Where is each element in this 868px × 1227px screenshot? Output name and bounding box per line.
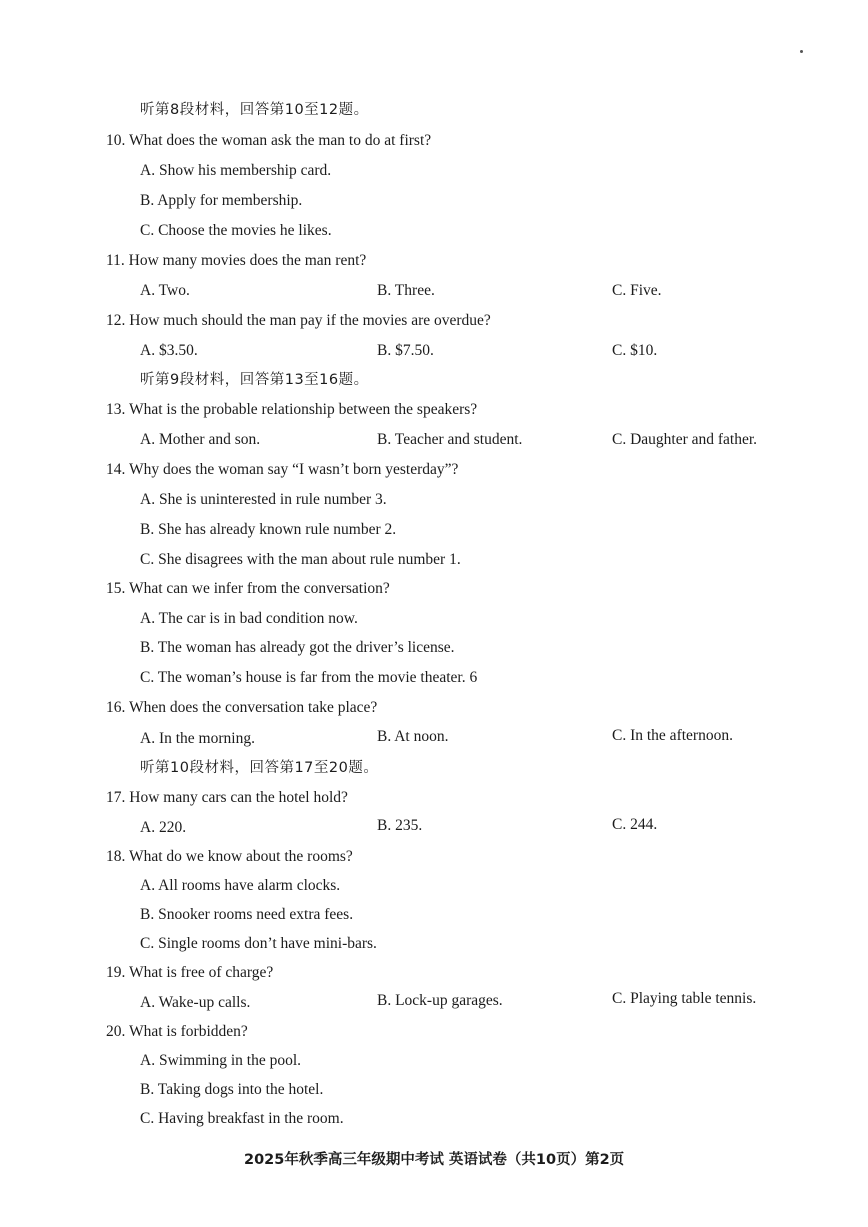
question-stem: 10. What does the woman ask the man to do at first? <box>106 132 432 149</box>
question-stem: 17. How many cars can the hotel hold? <box>106 789 348 806</box>
option-b: B. The woman has already got the driver’s license. <box>140 639 455 656</box>
section-heading: 听第8段材料，回答第10至12题。 <box>140 102 369 118</box>
option-c: C. Five. <box>612 282 662 299</box>
option-c: C. Playing table tennis. <box>612 990 757 1007</box>
option-b: B. At noon. <box>377 728 449 745</box>
scan-speck <box>800 50 803 53</box>
option-a: A. $3.50. <box>140 342 198 359</box>
option-c: C. Choose the movies he likes. <box>140 222 332 239</box>
option-a: A. In the morning. <box>140 730 255 747</box>
option-b: B. Lock-up garages. <box>377 992 503 1009</box>
option-a: A. All rooms have alarm clocks. <box>140 877 341 894</box>
option-b: B. She has already known rule number 2. <box>140 521 397 538</box>
option-c: C. The woman’s house is far from the movie theater. 6 <box>140 669 478 686</box>
option-c: C. Single rooms don’t have mini-bars. <box>140 935 377 952</box>
question-stem: 19. What is free of charge? <box>106 964 274 981</box>
option-b: B. 235. <box>377 817 423 834</box>
option-c: C. 244. <box>612 816 658 833</box>
option-c: C. Daughter and father. <box>612 431 758 448</box>
question-stem: 15. What can we infer from the conversation? <box>106 580 390 597</box>
option-a: A. Two. <box>140 282 190 299</box>
option-a: A. She is uninterested in rule number 3. <box>140 491 387 508</box>
question-stem: 18. What do we know about the rooms? <box>106 848 353 865</box>
option-a: A. Wake-up calls. <box>140 994 251 1011</box>
question-stem: 13. What is the probable relationship between the speakers? <box>106 401 478 418</box>
option-a: A. Mother and son. <box>140 431 261 448</box>
option-b: B. Snooker rooms need extra fees. <box>140 906 354 923</box>
option-b: B. Teacher and student. <box>377 431 523 448</box>
option-c: C. Having breakfast in the room. <box>140 1110 344 1127</box>
option-c: C. $10. <box>612 342 658 359</box>
question-stem: 16. When does the conversation take place? <box>106 699 378 716</box>
option-b: B. Taking dogs into the hotel. <box>140 1081 324 1098</box>
page-footer: 2025年秋季高三年级期中考试 英语试卷（共10页）第2页 <box>244 1152 625 1168</box>
option-a: A. The car is in bad condition now. <box>140 610 358 627</box>
section-heading: 听第9段材料，回答第13至16题。 <box>140 372 369 388</box>
question-stem: 14. Why does the woman say “I wasn’t born yesterday”? <box>106 461 459 478</box>
question-stem: 11. How many movies does the man rent? <box>106 252 367 269</box>
option-c: C. She disagrees with the man about rule number 1. <box>140 551 461 568</box>
option-b: B. Three. <box>377 282 435 299</box>
option-b: B. Apply for membership. <box>140 192 303 209</box>
option-a: A. 220. <box>140 819 187 836</box>
question-stem: 12. How much should the man pay if the movies are overdue? <box>106 312 491 329</box>
option-c: C. In the afternoon. <box>612 727 733 744</box>
option-a: A. Swimming in the pool. <box>140 1052 302 1069</box>
question-stem: 20. What is forbidden? <box>106 1023 248 1040</box>
option-b: B. $7.50. <box>377 342 434 359</box>
section-heading: 听第10段材料，回答第17至20题。 <box>140 760 379 776</box>
option-a: A. Show his membership card. <box>140 162 332 179</box>
